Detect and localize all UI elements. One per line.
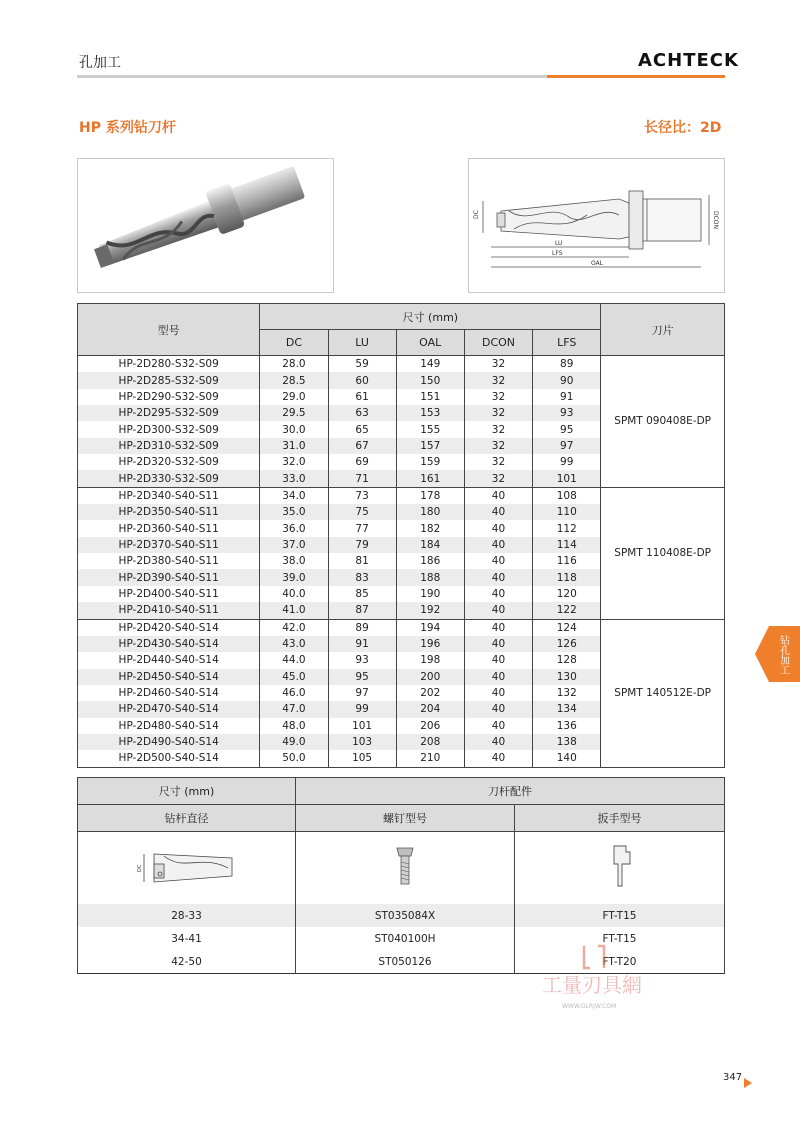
acc-screw-cell: ST040100H bbox=[296, 927, 515, 950]
col-header-oal: OAL bbox=[396, 330, 464, 356]
dim-cell: 67 bbox=[328, 438, 396, 454]
acc-screw-cell: ST050126 bbox=[296, 950, 515, 974]
dim-cell: 91 bbox=[533, 389, 601, 405]
dim-cell: 198 bbox=[396, 652, 464, 668]
dim-cell: 150 bbox=[396, 372, 464, 388]
insert-cell: SPMT 090408E-DP bbox=[601, 356, 725, 488]
model-cell: HP-2D420-S40-S14 bbox=[78, 619, 260, 636]
length-ratio-title: 长径比：2D bbox=[644, 120, 722, 136]
col-header-dcon: DCON bbox=[464, 330, 532, 356]
dim-cell: 77 bbox=[328, 520, 396, 536]
model-cell: HP-2D450-S40-S14 bbox=[78, 669, 260, 685]
acc-header-dims: 尺寸 (mm) bbox=[78, 778, 296, 805]
dim-cell: 40 bbox=[464, 520, 532, 536]
dim-cell: 149 bbox=[396, 356, 464, 373]
dim-cell: 161 bbox=[396, 470, 464, 487]
model-cell: HP-2D500-S40-S14 bbox=[78, 750, 260, 767]
table-row bbox=[78, 487, 725, 504]
dim-cell: 153 bbox=[396, 405, 464, 421]
dim-cell: 40 bbox=[464, 718, 532, 734]
spec-table bbox=[77, 303, 725, 768]
chapter-side-tab[interactable] bbox=[755, 626, 800, 682]
dim-cell: 101 bbox=[533, 470, 601, 487]
screw-icon bbox=[390, 842, 420, 892]
dim-cell: 93 bbox=[328, 652, 396, 668]
dim-cell: 93 bbox=[533, 405, 601, 421]
dim-cell: 89 bbox=[533, 356, 601, 373]
dim-cell: 138 bbox=[533, 734, 601, 750]
header-rule-grey bbox=[77, 75, 547, 78]
dim-cell: 210 bbox=[396, 750, 464, 767]
model-cell: HP-2D410-S40-S11 bbox=[78, 602, 260, 619]
table-row bbox=[78, 904, 725, 927]
dim-cell: 32 bbox=[464, 356, 532, 373]
acc-col-wrench: 扳手型号 bbox=[515, 805, 725, 832]
dim-cell: 32.0 bbox=[260, 454, 328, 470]
dim-cell: 61 bbox=[328, 389, 396, 405]
label-lfs: LFS bbox=[552, 250, 563, 257]
dim-cell: 71 bbox=[328, 470, 396, 487]
insert-cell: SPMT 110408E-DP bbox=[601, 487, 725, 619]
dim-cell: 120 bbox=[533, 586, 601, 602]
acc-wrench-cell: FT-T15 bbox=[515, 904, 725, 927]
dim-cell: 40 bbox=[464, 701, 532, 717]
dim-cell: 99 bbox=[533, 454, 601, 470]
acc-diameter-cell: 42-50 bbox=[78, 950, 296, 974]
wrench-icon bbox=[600, 842, 640, 892]
dim-cell: 112 bbox=[533, 520, 601, 536]
dim-cell: 32 bbox=[464, 405, 532, 421]
product-photo bbox=[77, 158, 334, 293]
dim-cell: 49.0 bbox=[260, 734, 328, 750]
acc-header-parts: 刀杆配件 bbox=[296, 778, 725, 805]
dim-cell: 40 bbox=[464, 487, 532, 504]
dim-cell: 103 bbox=[328, 734, 396, 750]
dim-cell: 40 bbox=[464, 636, 532, 652]
dim-cell: 124 bbox=[533, 619, 601, 636]
model-cell: HP-2D460-S40-S14 bbox=[78, 685, 260, 701]
acc-drill-sketch bbox=[78, 832, 296, 905]
dim-cell: 101 bbox=[328, 718, 396, 734]
dim-cell: 43.0 bbox=[260, 636, 328, 652]
dim-cell: 59 bbox=[328, 356, 396, 373]
dim-cell: 40 bbox=[464, 652, 532, 668]
page-number: 347 bbox=[723, 1072, 743, 1083]
dim-cell: 85 bbox=[328, 586, 396, 602]
dim-cell: 200 bbox=[396, 669, 464, 685]
dim-cell: 155 bbox=[396, 421, 464, 437]
dim-cell: 87 bbox=[328, 602, 396, 619]
dim-cell: 63 bbox=[328, 405, 396, 421]
acc-label-dc: DC bbox=[136, 864, 143, 872]
dim-cell: 42.0 bbox=[260, 619, 328, 636]
dim-cell: 83 bbox=[328, 569, 396, 585]
dim-cell: 40 bbox=[464, 537, 532, 553]
model-cell: HP-2D300-S32-S09 bbox=[78, 421, 260, 437]
dim-cell: 206 bbox=[396, 718, 464, 734]
col-header-dims: 尺寸 (mm) bbox=[260, 304, 601, 330]
model-cell: HP-2D290-S32-S09 bbox=[78, 389, 260, 405]
dim-cell: 95 bbox=[533, 421, 601, 437]
dim-cell: 126 bbox=[533, 636, 601, 652]
dim-cell: 128 bbox=[533, 652, 601, 668]
dim-cell: 136 bbox=[533, 718, 601, 734]
dim-cell: 81 bbox=[328, 553, 396, 569]
product-series-title: HP 系列钻刀杆 bbox=[79, 120, 176, 136]
model-cell: HP-2D285-S32-S09 bbox=[78, 372, 260, 388]
dim-cell: 204 bbox=[396, 701, 464, 717]
model-cell: HP-2D430-S40-S14 bbox=[78, 636, 260, 652]
dim-cell: 190 bbox=[396, 586, 464, 602]
dim-cell: 29.5 bbox=[260, 405, 328, 421]
dim-cell: 39.0 bbox=[260, 569, 328, 585]
dim-cell: 46.0 bbox=[260, 685, 328, 701]
dim-cell: 130 bbox=[533, 669, 601, 685]
model-cell: HP-2D330-S32-S09 bbox=[78, 470, 260, 487]
dim-cell: 202 bbox=[396, 685, 464, 701]
dim-cell: 32 bbox=[464, 454, 532, 470]
dim-cell: 186 bbox=[396, 553, 464, 569]
dim-cell: 32 bbox=[464, 421, 532, 437]
dim-cell: 38.0 bbox=[260, 553, 328, 569]
model-cell: HP-2D350-S40-S11 bbox=[78, 504, 260, 520]
model-cell: HP-2D310-S32-S09 bbox=[78, 438, 260, 454]
dim-cell: 31.0 bbox=[260, 438, 328, 454]
col-header-lfs: LFS bbox=[533, 330, 601, 356]
label-dc: DC bbox=[473, 210, 480, 219]
drill-head-icon bbox=[132, 842, 242, 892]
dim-cell: 32 bbox=[464, 438, 532, 454]
dim-cell: 118 bbox=[533, 569, 601, 585]
dim-cell: 108 bbox=[533, 487, 601, 504]
dim-cell: 40 bbox=[464, 750, 532, 767]
drill-photo-icon bbox=[78, 159, 333, 292]
model-cell: HP-2D320-S32-S09 bbox=[78, 454, 260, 470]
dim-cell: 40 bbox=[464, 569, 532, 585]
dim-cell: 45.0 bbox=[260, 669, 328, 685]
acc-screw-sketch bbox=[296, 832, 515, 905]
dim-cell: 41.0 bbox=[260, 602, 328, 619]
dim-cell: 28.0 bbox=[260, 356, 328, 373]
dim-cell: 132 bbox=[533, 685, 601, 701]
dim-cell: 116 bbox=[533, 553, 601, 569]
watermark-url: WWW.GLRJW.COM bbox=[562, 1003, 617, 1010]
dim-cell: 95 bbox=[328, 669, 396, 685]
dim-cell: 196 bbox=[396, 636, 464, 652]
acc-wrench-sketch bbox=[515, 832, 725, 905]
dim-cell: 134 bbox=[533, 701, 601, 717]
dim-cell: 50.0 bbox=[260, 750, 328, 767]
dim-cell: 47.0 bbox=[260, 701, 328, 717]
dim-cell: 30.0 bbox=[260, 421, 328, 437]
dim-cell: 65 bbox=[328, 421, 396, 437]
model-cell: HP-2D280-S32-S09 bbox=[78, 356, 260, 373]
dim-cell: 180 bbox=[396, 504, 464, 520]
dim-cell: 40 bbox=[464, 734, 532, 750]
dim-cell: 159 bbox=[396, 454, 464, 470]
dim-cell: 157 bbox=[396, 438, 464, 454]
dim-cell: 194 bbox=[396, 619, 464, 636]
dim-cell: 97 bbox=[328, 685, 396, 701]
watermark-text: 工量刃具網 bbox=[542, 973, 642, 997]
dim-cell: 114 bbox=[533, 537, 601, 553]
dim-cell: 28.5 bbox=[260, 372, 328, 388]
dim-cell: 140 bbox=[533, 750, 601, 767]
dim-cell: 36.0 bbox=[260, 520, 328, 536]
dim-cell: 184 bbox=[396, 537, 464, 553]
model-cell: HP-2D390-S40-S11 bbox=[78, 569, 260, 585]
acc-wrench-cell: FT-T15 bbox=[515, 927, 725, 950]
label-dcon: DCON bbox=[712, 211, 719, 230]
dim-cell: 182 bbox=[396, 520, 464, 536]
acc-col-diameter: 钻杆直径 bbox=[78, 805, 296, 832]
dim-cell: 40 bbox=[464, 685, 532, 701]
watermark bbox=[540, 940, 670, 1015]
model-cell: HP-2D370-S40-S11 bbox=[78, 537, 260, 553]
dim-cell: 99 bbox=[328, 701, 396, 717]
col-header-model: 型号 bbox=[78, 304, 260, 356]
dim-cell: 69 bbox=[328, 454, 396, 470]
model-cell: HP-2D400-S40-S11 bbox=[78, 586, 260, 602]
dim-cell: 122 bbox=[533, 602, 601, 619]
header-rule-orange bbox=[547, 75, 725, 78]
dimension-diagram bbox=[468, 158, 725, 293]
table-row bbox=[78, 619, 725, 636]
label-lu: LU bbox=[555, 240, 563, 247]
label-oal: OAL bbox=[591, 260, 604, 267]
dim-cell: 110 bbox=[533, 504, 601, 520]
model-cell: HP-2D295-S32-S09 bbox=[78, 405, 260, 421]
col-header-insert: 刀片 bbox=[601, 304, 725, 356]
acc-wrench-cell: FT-T20 bbox=[515, 950, 725, 974]
dim-cell: 32 bbox=[464, 470, 532, 487]
dim-cell: 40 bbox=[464, 669, 532, 685]
model-cell: HP-2D380-S40-S11 bbox=[78, 553, 260, 569]
dim-cell: 105 bbox=[328, 750, 396, 767]
dim-cell: 44.0 bbox=[260, 652, 328, 668]
dim-cell: 34.0 bbox=[260, 487, 328, 504]
dim-cell: 79 bbox=[328, 537, 396, 553]
dim-cell: 73 bbox=[328, 487, 396, 504]
acc-diameter-cell: 28-33 bbox=[78, 904, 296, 927]
table-row bbox=[78, 356, 725, 373]
dim-cell: 192 bbox=[396, 602, 464, 619]
col-header-lu: LU bbox=[328, 330, 396, 356]
dim-cell: 89 bbox=[328, 619, 396, 636]
dim-cell: 151 bbox=[396, 389, 464, 405]
dim-cell: 90 bbox=[533, 372, 601, 388]
model-cell: HP-2D470-S40-S14 bbox=[78, 701, 260, 717]
model-cell: HP-2D490-S40-S14 bbox=[78, 734, 260, 750]
dim-cell: 40 bbox=[464, 553, 532, 569]
dim-cell: 40.0 bbox=[260, 586, 328, 602]
dim-cell: 33.0 bbox=[260, 470, 328, 487]
section-title: 孔加工 bbox=[79, 55, 121, 71]
next-page-arrow-icon[interactable] bbox=[744, 1073, 752, 1092]
brand-logo: ACHTECK bbox=[638, 50, 739, 71]
dim-cell: 178 bbox=[396, 487, 464, 504]
dim-cell: 35.0 bbox=[260, 504, 328, 520]
model-cell: HP-2D480-S40-S14 bbox=[78, 718, 260, 734]
dim-cell: 188 bbox=[396, 569, 464, 585]
model-cell: HP-2D340-S40-S11 bbox=[78, 487, 260, 504]
acc-diameter-cell: 34-41 bbox=[78, 927, 296, 950]
dim-cell: 48.0 bbox=[260, 718, 328, 734]
dim-cell: 75 bbox=[328, 504, 396, 520]
dim-cell: 91 bbox=[328, 636, 396, 652]
dim-cell: 29.0 bbox=[260, 389, 328, 405]
dim-cell: 40 bbox=[464, 586, 532, 602]
acc-screw-cell: ST035084X bbox=[296, 904, 515, 927]
col-header-dc: DC bbox=[260, 330, 328, 356]
dim-cell: 40 bbox=[464, 504, 532, 520]
model-cell: HP-2D440-S40-S14 bbox=[78, 652, 260, 668]
model-cell: HP-2D360-S40-S11 bbox=[78, 520, 260, 536]
dim-cell: 32 bbox=[464, 389, 532, 405]
acc-col-screw: 螺钉型号 bbox=[296, 805, 515, 832]
dim-cell: 37.0 bbox=[260, 537, 328, 553]
dim-cell: 97 bbox=[533, 438, 601, 454]
dim-cell: 60 bbox=[328, 372, 396, 388]
dim-cell: 40 bbox=[464, 602, 532, 619]
dim-cell: 40 bbox=[464, 619, 532, 636]
insert-cell: SPMT 140512E-DP bbox=[601, 619, 725, 767]
dim-cell: 208 bbox=[396, 734, 464, 750]
dim-cell: 32 bbox=[464, 372, 532, 388]
side-tab-label: 钻孔加工 bbox=[777, 635, 789, 675]
